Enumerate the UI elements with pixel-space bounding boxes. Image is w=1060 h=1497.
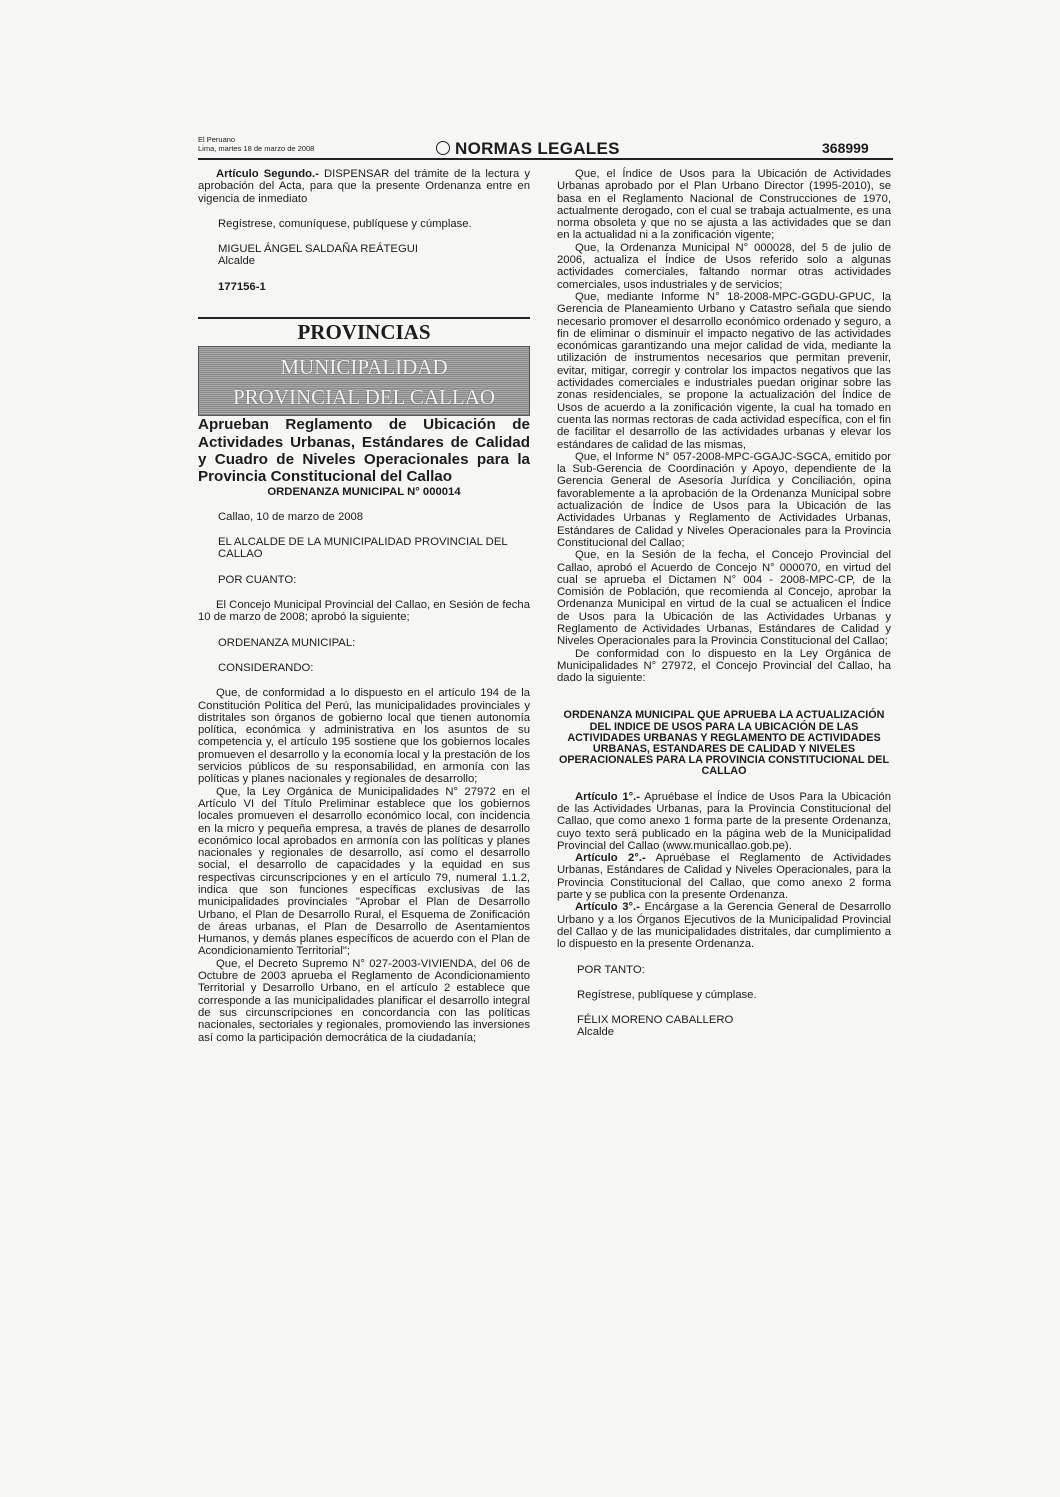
section-title: NORMAS LEGALES	[455, 139, 620, 158]
column-right	[557, 168, 891, 1039]
paragraph: Que, en la Sesión de la fecha, el Concejo Provincial del Callao, aprobó el Acuerdo de Concejo N° 000070, en virtud del cual se aprueba el Dictamen N° 004 - 2008-MPC-CP, de la Comisión de Población, que recomienda al Concejo, aprobar la Ordenanza Municipal en virtud de la cual se actualicen el Índice de Usos para la Ubicación de las Actividades Urbanas y Reglamento de Actividades Urbanas, Estándares de Calidad y Niveles Operacionales para la Provincia Constitucional del Callao;	[557, 549, 891, 648]
signer-name: MIGUEL ÁNGEL SALDAÑA REÁTEGUI	[218, 243, 419, 256]
article-3	[557, 901, 891, 950]
por-tanto: POR TANTO:	[577, 963, 645, 976]
column-left	[198, 168, 530, 1044]
institution-banner	[198, 346, 530, 416]
article-label: Artículo 2°.-	[575, 852, 646, 865]
section-heading: PROVINCIAS	[198, 317, 530, 338]
concejo-paragraph: El Concejo Municipal Provincial del Callao, en Sesión de fecha 10 de marzo de 2008; aprobó la siguiente;	[198, 599, 530, 624]
banner-line-1: MUNICIPALIDAD	[280, 355, 448, 380]
article-text: Apruébase el Reglamento de Actividades Urbanas, Estándares de Calidad y Niveles Operacionales, para la Provincia Constitucional del Callao, que como anexo 2 forma parte y se publica con la presente Ordenanza.	[557, 852, 891, 902]
signer-role: Alcalde	[577, 1026, 615, 1039]
closing-formula: Regístrese, comuníquese, publíquese y cúmplase.	[218, 217, 472, 230]
article-2	[557, 852, 891, 901]
signature-block	[557, 964, 891, 1039]
paragraph: Que, de conformidad a lo dispuesto en el artículo 194 de la Constitución Política del Perú, las municipalidades provinciales y distritales son órganos de gobierno local que tienen autonomía política, económica y administrativa en los asuntos de su competencia y, el artículo 195 sostiene que los gobiernos locales promueven el desarrollo y la economía local y la prestación de los servicios públicos de su responsabilidad, en armonía con las políticas y planes nacionales y regionales de desarrollo;	[198, 687, 530, 786]
seal-icon	[436, 141, 450, 155]
newspaper-name: El Peruano	[198, 135, 236, 144]
banner-line-2: PROVINCIAL DEL CALLAO	[232, 385, 496, 410]
article-label: Artículo 1°.-	[575, 790, 641, 803]
article-label: Artículo Segundo.-	[216, 168, 319, 180]
issue-date: Lima, martes 18 de marzo de 2008	[198, 144, 315, 153]
mayor-heading: EL ALCALDE DE LA MUNICIPALIDAD PROVINCIAL DEL CALLAO	[218, 536, 508, 561]
ordinance-label: ORDENANZA MUNICIPAL:	[218, 636, 356, 649]
signer-role: Alcalde	[218, 255, 256, 268]
article-text: DISPENSAR del trámite de la lectura y aprobación del Acta, para que la presente Ordenanza entre en vigencia de inmediato	[198, 168, 530, 205]
paragraph: Que, la Ordenanza Municipal N° 000028, del 5 de julio de 2006, actualiza el Índice de Usos referido solo a algunas actividades comerciales, faltando normar otras actividades comerciales, usos industriales y de servicios;	[557, 241, 891, 291]
masthead-title	[436, 139, 620, 159]
paragraph: De conformidad con lo dispuesto en la Ley Orgánica de Municipalidades N° 27972, el Concejo Provincial del Callao, ha dado la siguiente:	[557, 647, 891, 685]
closing-formula: Regístrese, publíquese y cúmplase.	[577, 988, 757, 1001]
article-text: Encárgase a la Gerencia General de Desarrollo Urbano y a los Órganos Ejecutivos de la Municipalidad Provincial del Callao y de las municipalidades distritales, dar cumplimiento a lo dispuesto en la presente Ordenanza.	[557, 901, 891, 951]
ordinance-title: ORDENANZA MUNICIPAL QUE APRUEBA LA ACTUALIZACIÓN DEL INDICE DE USOS PARA LA UBICACIÓN DE LAS ACTIVIDADES URBANAS Y REGLAMENTO DE ACTIVIDADES URBANAS, ESTANDARES DE CALIDAD Y NIVELES OPERACIONALES PARA LA PROVINCIA CONSTITUCIONAL DEL CALLAO	[558, 709, 890, 778]
page-number: 368999	[822, 140, 869, 156]
paragraph: Que, el Índice de Usos para la Ubicación de Actividades Urbanas aprobado por el Plan Urbano Director (1995-2010), se basa en el Reglamento Nacional de Construcciones de 1970, actualmente derogado, con el cual se trabaja actualmente, es una norma obsoleta y que no se ajusta a las actividades que se dan en la actualidad ni a la zonificación vigente;	[557, 168, 891, 242]
publication-reference: 177156-1	[218, 280, 266, 293]
header-divider	[198, 158, 893, 160]
considerando-label: CONSIDERANDO:	[218, 661, 314, 674]
paragraph: Que, la Ley Orgánica de Municipalidades N° 27972 en el Artículo VI del Título Preliminar establece que los gobiernos locales promueven el desarrollo económico local, con incidencia en la micro y pequeña empresa, a través de planes de desarrollo económico local aprobados en armonía con las políticas y planes nacionales y regionales de desarrollo, así como el desarrollo social, el desarrollo de capacidades y la equidad en sus respectivas circunscripciones y en el artículo 79, numeral 1.1.2, indica que son funciones específicas exclusivas de las municipalidades provinciales "Aprobar el Plan de Desarrollo Urbano, el Plan de Desarrollo Rural, el Esquema de Zonificación de áreas urbanas, el Plan de Desarrollo de Asentamientos Humanos, y demás planes específicos de acuerdo con el Plan de Acondicionamiento Territorial";	[198, 785, 530, 958]
article-text: Apruébase el Índice de Usos Para la Ubicación de las Actividades Urbanas, para la Provincia Constitucional del Callao, que como anexo 1 forma parte de la presente Ordenanza, cuyo texto será publicado en la página web de la Municipalidad Provincial del Callao (www.municallao.gob.pe).	[557, 790, 891, 852]
ordinance-number: ORDENANZA MUNICIPAL N° 000014	[267, 485, 461, 498]
paragraph: Que, el Informe N° 057-2008-MPC-GGAJC-SGCA, emitido por la Sub-Gerencia de Coordinación y Apoyo, dependiente de la Gerencia General de Asesoría Jurídica y Conciliación, opina favorablemente a la aprobación de la Ordenanza Municipal sobre actualización de Índice de Usos para la Ubicación de las Actividades Urbanas y Reglamento de Actividades Urbanas, Estándares de Calidad y Niveles Operacionales para la Provincia Constitucional del Callao;	[557, 450, 891, 549]
place-date: Callao, 10 de marzo de 2008	[218, 510, 364, 523]
paragraph: Que, el Decreto Supremo N° 027-2003-VIVIENDA, del 06 de Octubre de 2003 aprueba el Reglamento de Acondicionamiento Territorial y Desarrollo Urbano, en el artículo 2 establece que corresponde a las municipalidades planificar el desarrollo integral de sus circunscripciones en concordancia con las políticas nacionales, sectoriales y regionales, promoviendo las inversiones así como la participación democrática de la ciudadanía;	[198, 957, 530, 1044]
headline: Aprueban Reglamento de Ubicación de Actividades Urbanas, Estándares de Calidad y Cuadro de Niveles Operacionales para la Provincia Constitucional del Callao	[198, 416, 530, 486]
article-second	[198, 168, 530, 205]
article-1	[557, 791, 891, 852]
masthead-left	[198, 135, 314, 153]
signer-name: FÉLIX MORENO CABALLERO	[577, 1014, 734, 1027]
por-cuanto: POR CUANTO:	[218, 573, 297, 586]
paragraph: Que, mediante Informe N° 18-2008-MPC-GGDU-GPUC, la Gerencia de Planeamiento Urbano y Catastro señala que siendo necesario promover el desarrollo económico ordenado y seguro, a fin de eliminar o disminuir el impacto negativo de las actividades económicas garantizando una mejor calidad de vida, mediante la utilización de instrumentos necesarios que permitan prevenir, evitar, mitigar, corregir y controlar los impactos negativos que las actividades comerciales e industriales puedan originar sobre las zonas residenciales, se propone la actualización del Índice de Usos de acuerdo a la zonificación vigente, la cual ha tomado en cuenta las normas rectoras de cada actividad específica, con el fin de facilitar el desarrollo de las actividades urbanas y elevar los estándares de calidad de las mismas,	[557, 290, 891, 451]
article-label: Artículo 3°.-	[575, 901, 640, 914]
